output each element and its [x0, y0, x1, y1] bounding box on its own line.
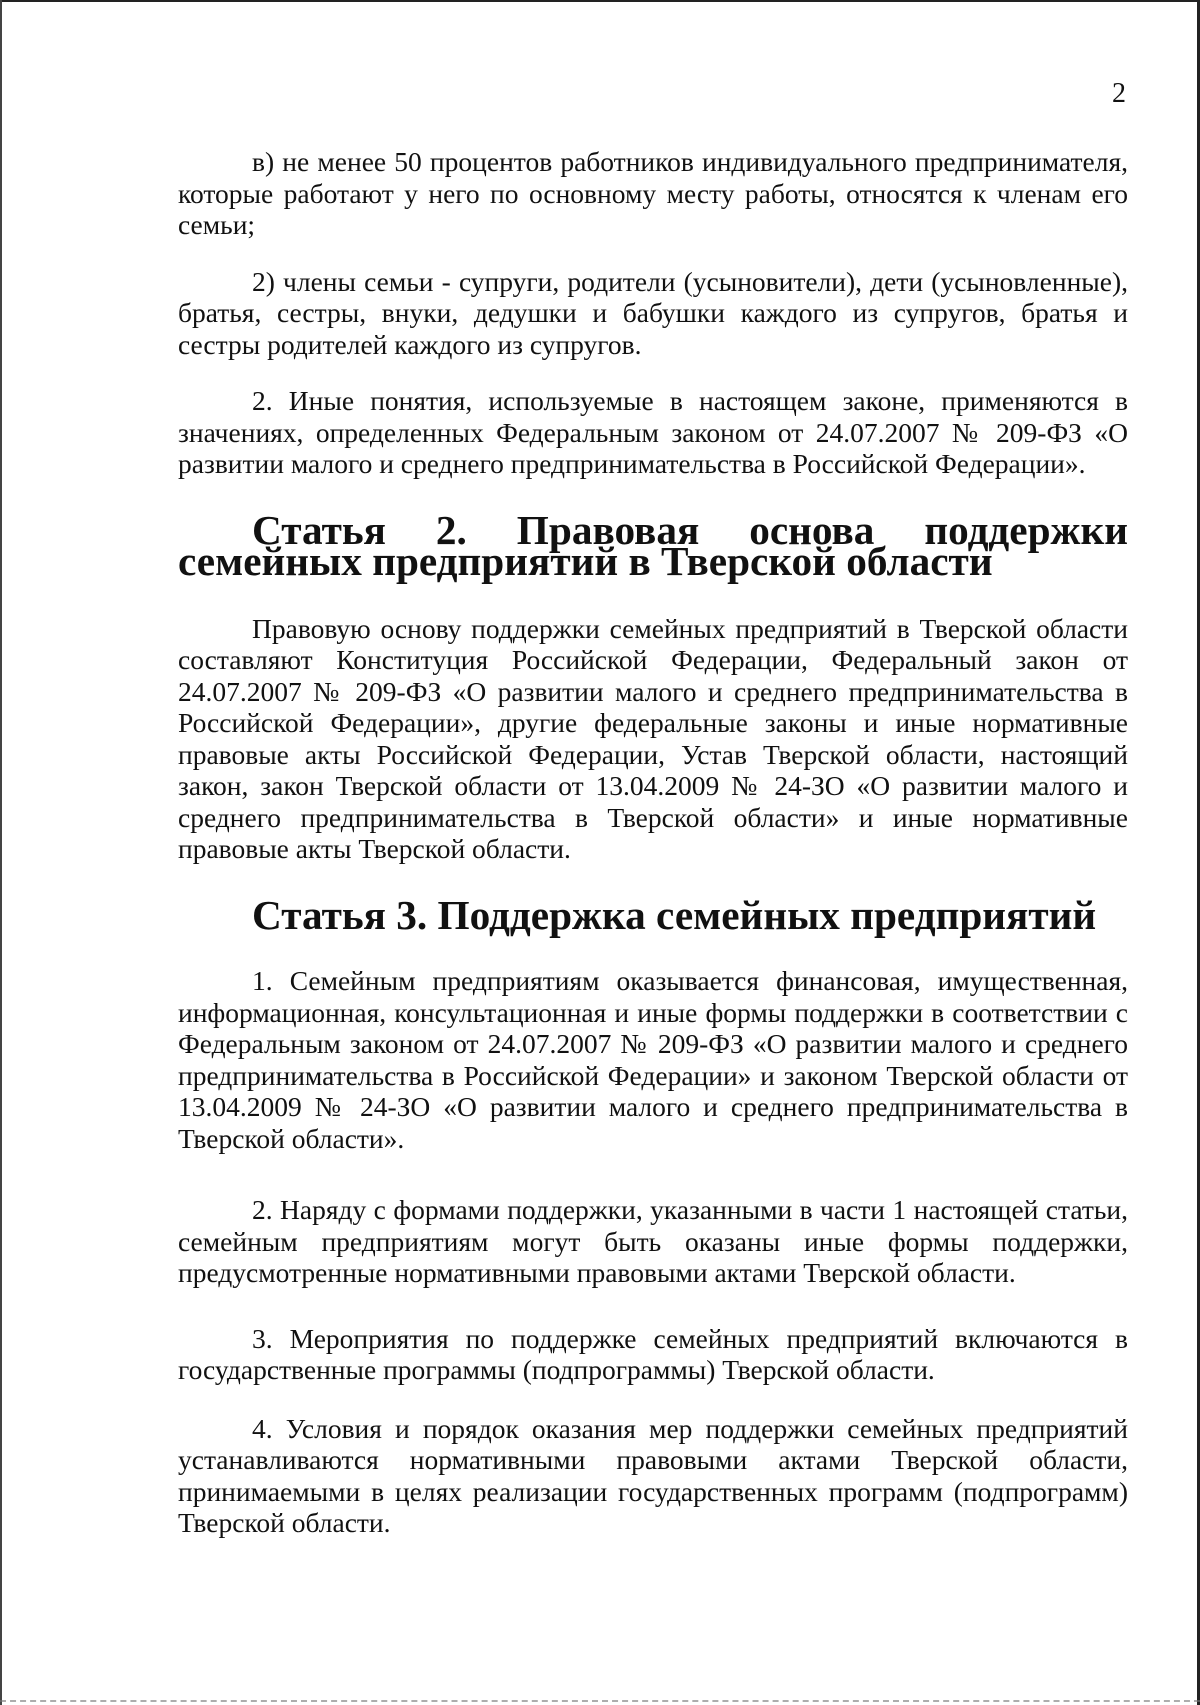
paragraph-support-4: 4. Условия и порядок оказания мер поддержки семейных предприятий устанавливаются нормативными правовыми актами Тверской области, принимаемыми в целях реализации государственных программ (подпрограмм) Тверской области.: [178, 1412, 1128, 1538]
paragraph-legal-basis: Правовую основу поддержки семейных предприятий в Тверской области составляют Конституция Российской Федерации, Федеральный закон от 24.07.2007 № 209-ФЗ «О развитии малого и среднего предпринимательства в Российской Федерации», другие федеральные законы и иные нормативные правовые акты Российской Федерации, Устав Тверской области, настоящий закон, закон Тверской области от 13.04.2009 № 24-ЗО «О развитии малого и среднего предпринимательства в Тверской области» и иные нормативные правовые акты Тверской области.: [178, 612, 1128, 864]
scan-border-top: [0, 0, 1200, 2]
article-3-heading: Статья 3. Поддержка семейных предприятий: [252, 891, 1097, 938]
paragraph-item-2-family-members: 2) члены семьи - супруги, родители (усыновители), дети (усыновленные), братья, сестры, внуки, дедушки и бабушки каждого из супругов, братья и сестры родителей каждого из супругов.: [178, 265, 1128, 360]
page-number: 2: [1112, 78, 1126, 109]
paragraph-support-3: 3. Мероприятия по поддержке семейных предприятий включаются в государственные программы (подпрограммы) Тверской области.: [178, 1322, 1128, 1385]
scan-border-bottom: [0, 1700, 1200, 1704]
document-body: [178, 146, 1128, 1539]
article-2-heading: Статья 2. Правовая основа поддержки семейных предприятий в Тверской области: [178, 506, 1128, 584]
paragraph-item-v: в) не менее 50 процентов работников индивидуального предпринимателя, которые работают у него по основному месту работы, относятся к членам его семьи;: [178, 146, 1128, 240]
paragraph-support-2: 2. Наряду с формами поддержки, указанными в части 1 настоящей статьи, семейным предприятиям могут быть оказаны иные формы поддержки, предусмотренные нормативными правовыми актами Тверской области.: [178, 1194, 1128, 1288]
paragraph-other-concepts: 2. Иные понятия, используемые в настоящем законе, применяются в значениях, определенных Федеральным законом от 24.07.2007 № 209-ФЗ «О развитии малого и среднего предпринимательства в Российской Федерации».: [178, 385, 1128, 479]
paragraph-support-1: 1. Семейным предприятиям оказывается финансовая, имущественная, информационная, консультационная и иные формы поддержки в соответствии с Федеральным законом от 24.07.2007 № 209-ФЗ «О развитии малого и среднего предпринимательства в Российской Федерации» и законом Тверской области от 13.04.2009 № 24-ЗО «О развитии малого и среднего предпринимательства в Тверской области».: [178, 965, 1128, 1154]
scan-border-left: [0, 0, 2, 1705]
